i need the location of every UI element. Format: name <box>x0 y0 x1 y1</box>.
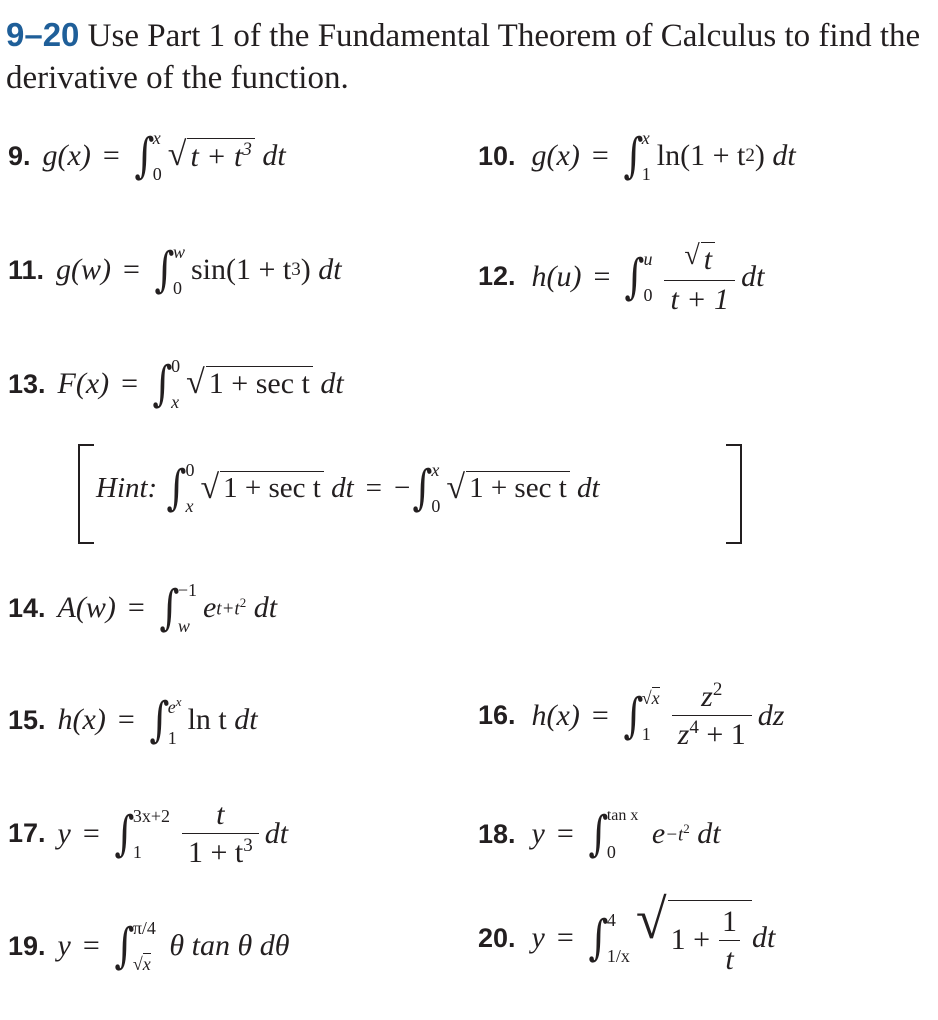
problem-number: 9. <box>8 140 31 171</box>
lower-limit: 0 <box>606 842 616 862</box>
fraction <box>716 905 743 976</box>
problem-number: 15. <box>8 704 46 735</box>
lower-limit: 0 <box>431 496 441 516</box>
lower-limit: 0 <box>172 278 182 298</box>
exponent: −t <box>665 824 684 846</box>
base: e <box>202 591 217 624</box>
integrand: sin(1 + t <box>191 253 292 286</box>
problem-number: 20. <box>478 922 516 953</box>
exponent: 3 <box>291 259 301 280</box>
problem-9: 9. g(x) = ∫ x 0 √ $t + t^3$ dt <box>8 128 286 184</box>
fraction <box>182 798 259 869</box>
upper-limit: x <box>431 460 440 480</box>
problem-number: 12. <box>478 261 516 292</box>
exponent-power: 2 <box>683 821 690 837</box>
denominator-rest: + 1 <box>698 718 746 751</box>
problem-10: 10. g(x) = ∫ x 1 ln(1 + t 2 ) dt <box>478 128 796 184</box>
differential: dt <box>697 817 721 850</box>
right-bracket <box>726 444 742 544</box>
function-lhs: h(x) <box>531 698 580 732</box>
problem-13: 13. F(x) = ∫ 0 x √ 1 + sec t dt <box>8 356 344 412</box>
problem-17: 17. y = ∫ 3x+2 1 $\frac{t}{1 + t^3}$ dt <box>8 798 289 869</box>
denominator: 1 + t <box>187 836 244 869</box>
differential: dt <box>577 471 600 504</box>
differential: dt <box>741 259 765 293</box>
integral-sign: ∫ tan x 0 <box>588 806 639 862</box>
numerator-exponent: 2 <box>712 679 723 700</box>
differential: dt <box>318 253 342 286</box>
function-lhs: y <box>57 929 71 962</box>
integral-sign: ∫ u 0 <box>624 248 653 305</box>
problem-16: 16. h(x) = ∫ √x 1 $\frac{z^2}{z^4 + 1}$ dz <box>478 679 785 751</box>
integral-sign: ∫ x 0 <box>134 128 162 184</box>
lower-limit: 1 <box>641 164 651 184</box>
upper-limit: x <box>651 687 660 708</box>
upper-limit: π/4 <box>132 918 156 938</box>
problem-number: 17. <box>8 818 46 848</box>
function-lhs: A(w) <box>57 591 116 624</box>
problem-number: 13. <box>8 368 46 399</box>
differential: dt <box>772 139 796 172</box>
problem-number: 19. <box>8 930 46 961</box>
square-root: √ 1 + $\frac{1}{t}$ <box>636 900 752 976</box>
fraction: √ t t + 1 <box>664 238 735 316</box>
left-bracket <box>78 444 94 544</box>
integrand: t + t <box>190 139 243 173</box>
upper-limit: 4 <box>606 910 616 930</box>
integrand: 1 + sec t <box>466 471 570 505</box>
upper-limit: tan x <box>606 807 639 824</box>
integral-sign: ∫ π/4 √x <box>114 918 156 974</box>
function-lhs: g(x) <box>531 139 580 172</box>
denominator-exponent: 4 <box>689 717 699 738</box>
function-lhs: g(x) <box>42 139 91 172</box>
differential: dz <box>757 698 785 732</box>
function-lhs: h(u) <box>531 259 582 293</box>
differential: dt <box>264 816 289 850</box>
differential: dθ <box>259 929 290 962</box>
upper-limit: u <box>643 248 653 269</box>
lower-limit: 1/x <box>606 946 630 966</box>
integrand: ln(1 + t <box>656 139 746 172</box>
exponent-power: 2 <box>239 595 247 611</box>
integrand: 1 + sec t <box>206 366 313 402</box>
upper-limit: x <box>641 128 650 148</box>
integral-sign: ∫ 0 x <box>152 356 181 412</box>
upper-limit: 0 <box>171 356 181 376</box>
exponent: t+t <box>216 598 240 620</box>
square-root: √ 1 + sec t <box>186 366 313 402</box>
integral-sign: ∫ x 0 <box>412 460 441 516</box>
denominator: t + 1 <box>664 280 735 316</box>
denominator: z <box>677 718 690 751</box>
exercise-header <box>6 14 932 99</box>
lower-limit: x <box>171 392 180 412</box>
lower-limit: 0 <box>643 284 653 305</box>
lower-limit: w <box>177 616 190 636</box>
upper-exponent: x <box>175 694 182 709</box>
numerator: t <box>701 242 715 278</box>
integral-sign: ∫ 0 x <box>166 460 195 516</box>
problem-12: 12. h(u) = ∫ u 0 √ t t + 1 dt <box>478 240 765 316</box>
lower-limit: 1 <box>132 841 142 862</box>
problem-number: 16. <box>478 700 516 730</box>
base: e <box>651 817 666 850</box>
problem-number: 10. <box>478 140 516 171</box>
integral-sign: ∫ √x 1 <box>623 687 660 744</box>
differential: dt <box>751 921 776 954</box>
square-root: √ $t + t^3$ <box>168 138 255 175</box>
problem-20: 20. y = ∫ 4 1/x √ 1 + $\frac{1}{t}$ dt <box>478 889 776 976</box>
square-root: √ 1 + sec t <box>200 471 323 505</box>
function-lhs: h(x) <box>57 703 106 736</box>
differential: dt <box>262 139 286 172</box>
problem-number: 14. <box>8 592 46 623</box>
upper-limit: 3x+2 <box>132 805 170 826</box>
numerator: z <box>701 680 713 713</box>
function-lhs: F(x) <box>57 367 110 400</box>
problem-19: 19. y = ∫ π/4 √x θ tan θ dθ <box>8 918 290 974</box>
numerator: 1 <box>721 905 737 938</box>
integral-sign: ∫ w 0 <box>154 242 185 298</box>
fraction <box>672 680 752 751</box>
hint-label: Hint: <box>96 471 158 504</box>
lower-limit: 0 <box>152 164 162 184</box>
problem-15: 15. h(x) = ∫ $e^x$ 1 ln t dt <box>8 692 258 748</box>
upper-limit: w <box>172 242 185 262</box>
integrand: 1 + sec t <box>220 471 324 505</box>
problem-11: 11. g(w) = ∫ w 0 sin(1 + t 3 ) dt <box>8 242 342 298</box>
square-root: √ 1 + sec t <box>446 471 569 505</box>
close-paren: ) <box>754 139 765 172</box>
integral-sign: ∫ −1 w <box>159 580 197 636</box>
denominator-exponent: 3 <box>243 835 253 856</box>
differential: dt <box>331 471 354 504</box>
function-lhs: g(w) <box>56 253 112 286</box>
exponent: 2 <box>745 145 755 166</box>
upper-limit: −1 <box>177 580 197 600</box>
integral-sign: ∫ $e^x$ 1 <box>149 692 182 748</box>
upper-limit: e <box>167 697 176 717</box>
function-lhs: y <box>531 921 545 954</box>
integrand: ln t <box>187 703 227 736</box>
problem-number: 18. <box>478 818 516 849</box>
differential: dt <box>320 367 344 400</box>
problem-18: 18. y = ∫ tan x 0 e $-t^2$ dt <box>478 806 721 862</box>
lower-limit: 1 <box>167 728 177 748</box>
upper-limit: x <box>152 128 161 148</box>
upper-limit: 0 <box>185 460 195 480</box>
lower-limit: x <box>185 496 194 516</box>
exercise-range: 9–20 <box>6 16 80 53</box>
integrand: θ tan θ <box>169 929 253 962</box>
integral-sign: ∫ 4 1/x <box>588 910 630 966</box>
problem-number: 11. <box>8 254 45 285</box>
function-lhs: y <box>531 817 545 850</box>
lower-limit: 1 <box>641 723 651 744</box>
exercise-instruction: Use Part 1 of the Fundamental Theorem of Calculus to find the derivative of the function. <box>6 18 921 96</box>
differential: dt <box>253 591 278 624</box>
integral-sign: ∫ 3x+2 1 <box>114 805 170 862</box>
differential: dt <box>234 703 258 736</box>
hint-box: Hint: ∫ 0 x √ 1 + sec t dt = − ∫ x 0 √ 1 + sec t dt <box>78 444 742 544</box>
integral-sign: ∫ x 1 <box>623 128 651 184</box>
close-paren: ) <box>300 253 311 286</box>
problem-14: 14. A(w) = ∫ −1 w e $t+t^2$ dt <box>8 580 278 636</box>
lower-limit: x <box>142 954 151 974</box>
numerator: t <box>216 798 225 831</box>
integrand-prefix: 1 + <box>670 923 710 957</box>
denominator: t <box>719 940 739 976</box>
exponent: 3 <box>242 138 252 160</box>
function-lhs: y <box>57 816 71 850</box>
